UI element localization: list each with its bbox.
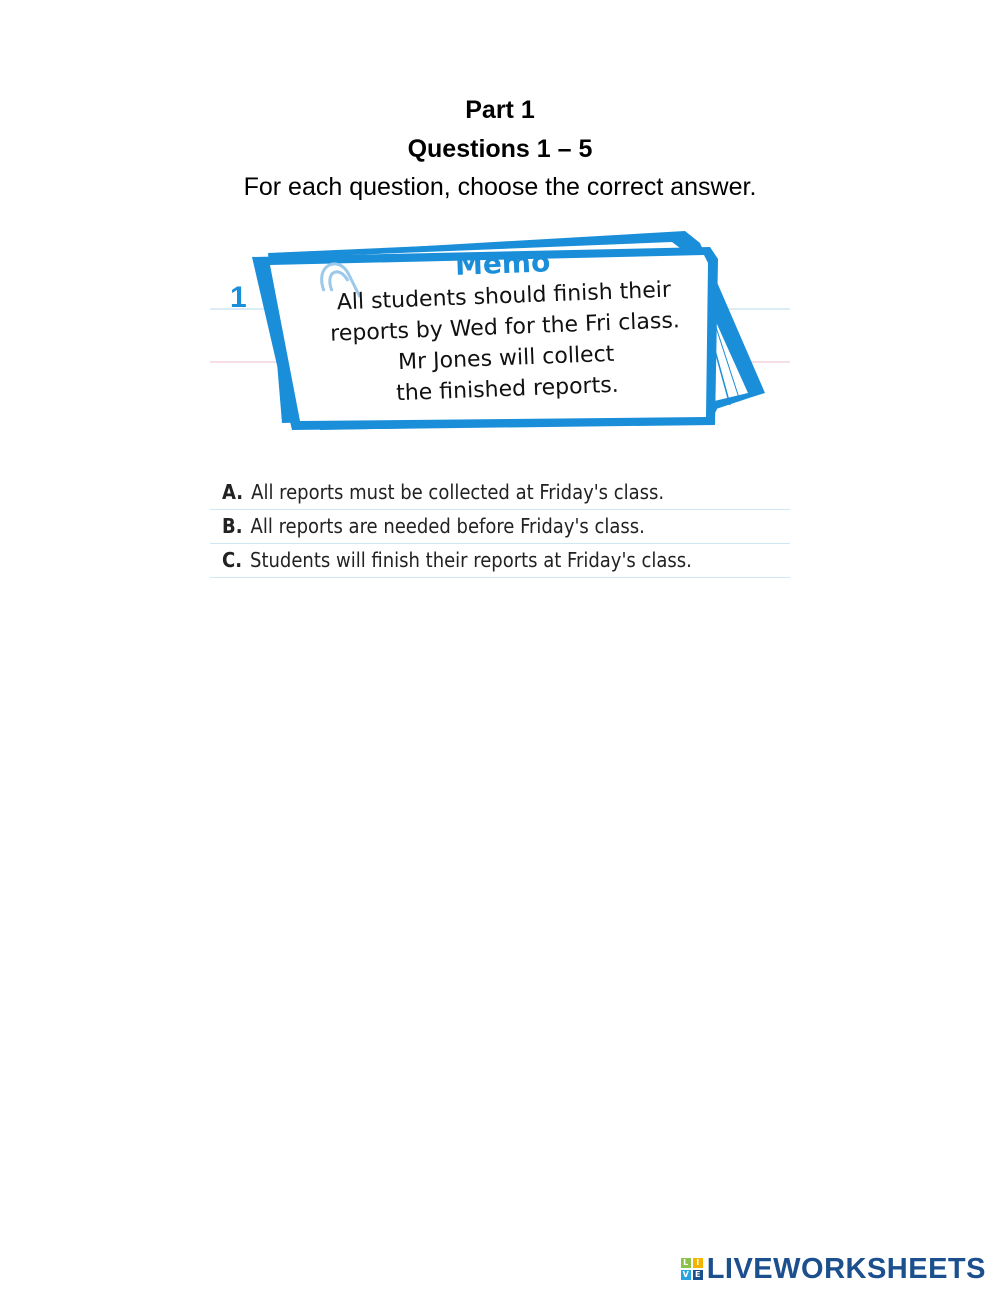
option-letter: C.	[222, 548, 243, 572]
memo-title: Memo	[454, 245, 551, 282]
memo-line: Mr Jones will collect	[397, 341, 615, 376]
logo-icon	[681, 1258, 703, 1280]
option-c[interactable]	[210, 544, 790, 578]
instruction-text: For each question, choose the correct answer.	[243, 173, 757, 201]
liveworksheets-logo	[681, 1252, 986, 1286]
option-letter: B.	[222, 514, 243, 538]
memo-content	[302, 239, 708, 412]
answer-options	[210, 476, 790, 578]
option-a[interactable]	[210, 476, 790, 510]
memo-line: All students should finish their	[336, 277, 672, 316]
logo-letter: V	[682, 1270, 689, 1279]
option-letter: A.	[222, 480, 244, 504]
logo-letter: I	[693, 1258, 703, 1268]
option-text: All reports must be collected at Friday's class.	[251, 480, 665, 504]
logo-letter: L	[681, 1258, 691, 1268]
memo-line: the finished reports.	[395, 372, 620, 407]
questions-range: Questions 1 – 5	[407, 135, 593, 163]
logo-letter: E	[693, 1270, 703, 1280]
option-text: All reports are needed before Friday's class.	[250, 514, 645, 538]
option-b[interactable]	[210, 510, 790, 544]
question-number: 1	[230, 281, 247, 314]
logo-text: LIVEWORKSHEETS	[706, 1252, 986, 1285]
option-text: Students will finish their reports at Friday's class.	[250, 548, 692, 572]
memo-illustration	[210, 225, 790, 440]
memo-line: reports by Wed for the Fri class.	[329, 308, 681, 347]
part-title: Part 1	[465, 96, 535, 124]
